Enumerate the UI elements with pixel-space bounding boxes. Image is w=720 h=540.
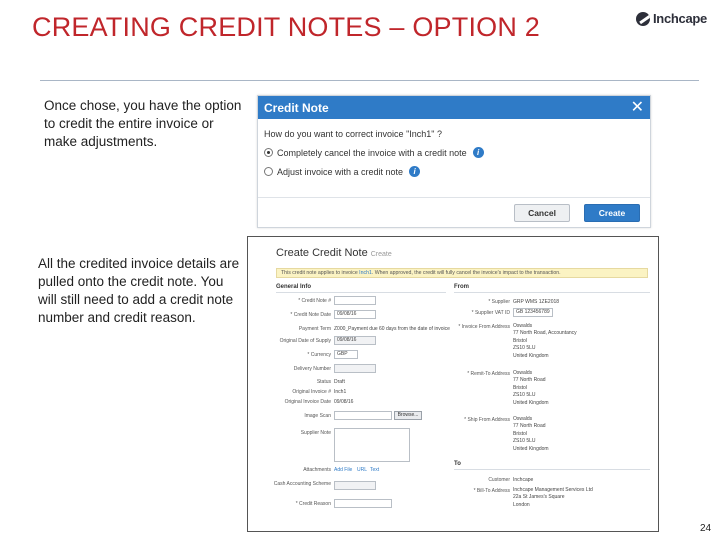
option-adjust-invoice[interactable] — [264, 166, 650, 177]
address-line: 77 North Road, Accountancy — [513, 330, 577, 337]
customer-label: Customer — [488, 477, 510, 483]
supplier-vat-select[interactable]: GB 123456789 — [513, 308, 553, 317]
original-supply-date-label: Original Date of Supply — [279, 338, 331, 344]
invoice-from-address — [513, 323, 577, 360]
payment-term-value: Z000_Payment due 60 days from the date of invoice — [334, 326, 450, 332]
original-invoice-date-value: 09/08/16 — [334, 399, 354, 405]
address-line: Oswalds — [513, 323, 533, 329]
to-heading: To — [454, 461, 461, 467]
address-line: United Kingdom — [513, 399, 549, 406]
delivery-number-label: Delivery Number — [293, 366, 331, 372]
original-invoice-value: Inch1 — [334, 389, 347, 395]
instruction-note-2: All the credited invoice details are pulled onto the credit note. You will still need to add a credit note number and credit reason. — [38, 256, 240, 325]
page-number: 24 — [700, 523, 712, 534]
radio-adjust-invoice[interactable] — [264, 167, 273, 176]
section-divider — [454, 469, 650, 470]
banner-invoice-link[interactable]: Inch1 — [359, 270, 372, 276]
currency-select[interactable]: GBP — [334, 350, 358, 359]
slide-title: CREATING CREDIT NOTES – OPTION 2 — [32, 12, 540, 42]
dialog-title: Credit Note — [264, 100, 329, 115]
ship-from-address — [513, 416, 549, 453]
info-icon[interactable]: i — [409, 166, 420, 177]
credit-note-number-label: * Credit Note # — [298, 298, 331, 304]
address-line: ZS10 5LU — [513, 438, 536, 445]
form-title — [276, 247, 392, 259]
dialog-header — [258, 96, 650, 119]
supplier-value: GRP WMS 1ZE2018 — [513, 299, 560, 305]
cash-accounting-label: Cash Accounting Scheme — [273, 481, 331, 487]
image-scan-input[interactable] — [334, 411, 392, 420]
address-line: Bristol — [513, 430, 527, 437]
payment-term-label: Payment Term — [298, 326, 331, 332]
general-info-heading: General Info — [276, 284, 312, 290]
option-cancel-invoice[interactable] — [264, 147, 650, 158]
address-line: 77 North Road — [513, 377, 546, 384]
credit-note-date-input[interactable]: 09/08/16 — [334, 310, 376, 319]
credit-reason-input[interactable] — [334, 499, 392, 508]
address-line: United Kingdom — [513, 352, 549, 359]
bill-to-address-label: * Bill-To Address — [473, 488, 510, 494]
info-icon[interactable]: i — [473, 147, 484, 158]
original-invoice-date-label: Original Invoice Date — [284, 399, 331, 405]
address-line: Bristol — [513, 384, 527, 391]
supplier-vat-label: * Supplier VAT ID — [471, 310, 510, 316]
original-supply-date-input[interactable]: 09/08/16 — [334, 336, 376, 345]
original-invoice-label: Original Invoice # — [292, 389, 331, 395]
option-cancel-invoice-label: Completely cancel the invoice with a credit note — [277, 147, 467, 158]
delivery-number-input[interactable] — [334, 364, 376, 373]
bill-to-line: 22a St James's Square — [513, 494, 565, 501]
credit-note-dialog — [257, 95, 651, 228]
dialog-question: How do you want to correct invoice "Inch1" ? — [264, 129, 442, 139]
image-scan-label: Image Scan — [304, 413, 331, 419]
currency-label: * Currency — [307, 352, 331, 358]
title-divider — [40, 80, 699, 81]
create-credit-note-form — [247, 236, 659, 532]
address-line: ZS10 5LU — [513, 392, 536, 399]
close-icon[interactable]: ✕ — [630, 98, 644, 116]
banner-text-post: . When approved, the credit will fully cancel the invoice's impact to the transaction. — [371, 270, 561, 276]
banner-text-pre: This credit note applies to invoice — [281, 270, 360, 276]
form-title-text: Create Credit Note — [276, 247, 368, 259]
cash-accounting-input[interactable] — [334, 481, 376, 490]
info-banner — [276, 268, 648, 278]
cancel-button[interactable]: Cancel — [514, 204, 570, 222]
bill-to-address — [513, 487, 593, 509]
address-line: Bristol — [513, 337, 527, 344]
logo-text: Inchcape — [653, 11, 707, 26]
credit-reason-label: * Credit Reason — [295, 501, 331, 507]
form-title-sub: Create — [370, 251, 392, 258]
supplier-label: * Supplier — [488, 299, 510, 305]
section-divider — [454, 292, 650, 293]
address-line: United Kingdom — [513, 445, 549, 452]
create-button[interactable]: Create — [584, 204, 640, 222]
remit-to-address-label: * Remit-To Address — [467, 371, 510, 377]
customer-value: Inchcape — [513, 477, 534, 483]
status-value: Draft — [334, 379, 345, 385]
address-line: 77 North Road — [513, 423, 546, 430]
radio-cancel-invoice[interactable] — [264, 148, 273, 157]
invoice-from-address-label: * Invoice From Address — [458, 324, 510, 330]
dialog-footer — [258, 197, 650, 227]
bill-to-line: Inchcape Management Services Ltd — [513, 487, 593, 493]
add-file-link[interactable]: Add File — [334, 467, 353, 473]
address-line: Oswalds — [513, 370, 533, 376]
inchcape-logo — [636, 11, 707, 26]
supplier-note-label: Supplier Note — [300, 430, 331, 436]
remit-to-address — [513, 370, 549, 407]
section-divider — [276, 292, 446, 293]
bill-to-line: London — [513, 501, 530, 508]
address-line: Oswalds — [513, 416, 533, 422]
status-label: Status — [316, 379, 331, 385]
from-heading: From — [454, 284, 469, 290]
instruction-note-1: Once chose, you have the option to credit the entire invoice or make adjustments. — [44, 98, 242, 149]
credit-note-number-input[interactable] — [334, 296, 376, 305]
credit-note-date-label: * Credit Note Date — [290, 312, 331, 318]
add-text-link[interactable]: Text — [370, 467, 380, 473]
option-adjust-invoice-label: Adjust invoice with a credit note — [277, 166, 404, 177]
browse-button[interactable]: Browse... — [394, 411, 422, 420]
attachments-label: Attachments — [303, 467, 331, 473]
supplier-note-textarea[interactable] — [334, 428, 410, 462]
add-url-link[interactable]: URL — [357, 467, 368, 473]
inchcape-logo-icon — [636, 12, 650, 26]
address-line: ZS10 5LU — [513, 345, 536, 352]
ship-from-address-label: * Ship From Address — [464, 417, 510, 423]
